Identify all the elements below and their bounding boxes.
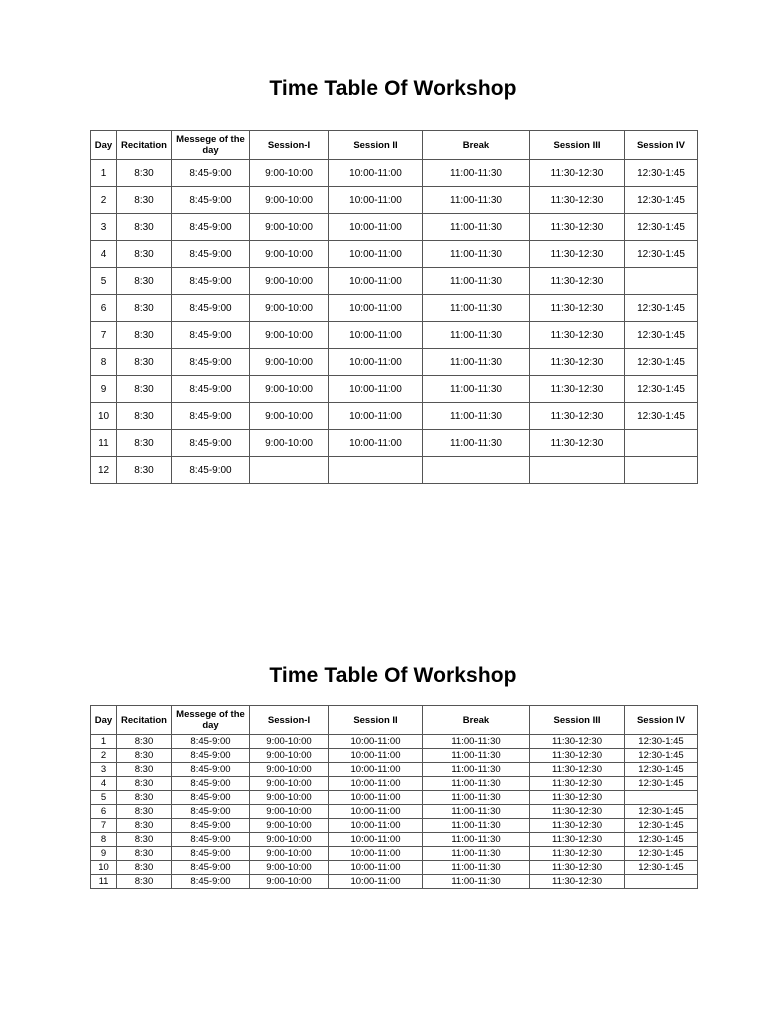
col-header-session-1: Session-I — [250, 131, 329, 160]
table-row — [91, 819, 698, 833]
cell-recitation: 8:30 — [117, 847, 172, 861]
cell-day: 10 — [91, 403, 117, 430]
cell-recitation: 8:30 — [117, 349, 172, 376]
cell-session-2 — [329, 457, 423, 484]
cell-session-1: 9:00-10:00 — [250, 777, 329, 791]
cell-session-2: 10:00-11:00 — [329, 349, 423, 376]
cell-message: 8:45-9:00 — [172, 268, 250, 295]
cell-session-3: 11:30-12:30 — [530, 268, 625, 295]
cell-day: 10 — [91, 861, 117, 875]
cell-break: 11:00-11:30 — [423, 861, 530, 875]
cell-recitation: 8:30 — [117, 875, 172, 889]
cell-recitation: 8:30 — [117, 791, 172, 805]
cell-break: 11:00-11:30 — [423, 376, 530, 403]
cell-recitation: 8:30 — [117, 735, 172, 749]
cell-session-4: 12:30-1:45 — [625, 376, 698, 403]
cell-session-1: 9:00-10:00 — [250, 160, 329, 187]
cell-session-2: 10:00-11:00 — [329, 187, 423, 214]
table-row — [91, 875, 698, 889]
table-row — [91, 376, 698, 403]
cell-session-3: 11:30-12:30 — [530, 214, 625, 241]
cell-break: 11:00-11:30 — [423, 875, 530, 889]
cell-message: 8:45-9:00 — [172, 187, 250, 214]
cell-recitation: 8:30 — [117, 749, 172, 763]
cell-session-3: 11:30-12:30 — [530, 349, 625, 376]
cell-break: 11:00-11:30 — [423, 268, 530, 295]
cell-session-4: 12:30-1:45 — [625, 777, 698, 791]
cell-message: 8:45-9:00 — [172, 763, 250, 777]
cell-recitation: 8:30 — [117, 457, 172, 484]
cell-recitation: 8:30 — [117, 861, 172, 875]
cell-session-4 — [625, 791, 698, 805]
table-row — [91, 241, 698, 268]
timetable-compact — [90, 705, 698, 889]
cell-session-1: 9:00-10:00 — [250, 833, 329, 847]
timetable-title-1: Time Table Of Workshop — [269, 77, 517, 100]
cell-break: 11:00-11:30 — [423, 805, 530, 819]
cell-message: 8:45-9:00 — [172, 805, 250, 819]
cell-session-4: 12:30-1:45 — [625, 403, 698, 430]
cell-message: 8:45-9:00 — [172, 160, 250, 187]
cell-session-2: 10:00-11:00 — [329, 160, 423, 187]
cell-session-3: 11:30-12:30 — [530, 295, 625, 322]
cell-recitation: 8:30 — [117, 295, 172, 322]
col-header-session-2: Session II — [329, 131, 423, 160]
col-header-session-2: Session II — [329, 706, 423, 735]
cell-day: 8 — [91, 349, 117, 376]
cell-session-1: 9:00-10:00 — [250, 322, 329, 349]
cell-recitation: 8:30 — [117, 214, 172, 241]
header-row — [91, 706, 698, 735]
cell-day: 6 — [91, 805, 117, 819]
cell-message: 8:45-9:00 — [172, 214, 250, 241]
cell-session-2: 10:00-11:00 — [329, 791, 423, 805]
cell-session-3: 11:30-12:30 — [530, 430, 625, 457]
cell-session-4 — [625, 875, 698, 889]
cell-session-2: 10:00-11:00 — [329, 295, 423, 322]
cell-message: 8:45-9:00 — [172, 833, 250, 847]
cell-session-2: 10:00-11:00 — [329, 875, 423, 889]
cell-session-2: 10:00-11:00 — [329, 805, 423, 819]
cell-session-3: 11:30-12:30 — [530, 847, 625, 861]
cell-message: 8:45-9:00 — [172, 349, 250, 376]
cell-day: 9 — [91, 376, 117, 403]
cell-message: 8:45-9:00 — [172, 875, 250, 889]
cell-recitation: 8:30 — [117, 403, 172, 430]
cell-message: 8:45-9:00 — [172, 819, 250, 833]
cell-recitation: 8:30 — [117, 376, 172, 403]
cell-session-1: 9:00-10:00 — [250, 875, 329, 889]
cell-recitation: 8:30 — [117, 805, 172, 819]
table-row — [91, 349, 698, 376]
cell-session-4: 12:30-1:45 — [625, 763, 698, 777]
col-header-session-3: Session III — [530, 706, 625, 735]
cell-message: 8:45-9:00 — [172, 295, 250, 322]
cell-session-4: 12:30-1:45 — [625, 214, 698, 241]
cell-session-1: 9:00-10:00 — [250, 791, 329, 805]
cell-day: 4 — [91, 241, 117, 268]
cell-session-4: 12:30-1:45 — [625, 735, 698, 749]
cell-day: 5 — [91, 268, 117, 295]
cell-break: 11:00-11:30 — [423, 791, 530, 805]
cell-day: 7 — [91, 819, 117, 833]
cell-session-2: 10:00-11:00 — [329, 847, 423, 861]
cell-message: 8:45-9:00 — [172, 430, 250, 457]
cell-session-3: 11:30-12:30 — [530, 322, 625, 349]
cell-session-1: 9:00-10:00 — [250, 749, 329, 763]
cell-day: 4 — [91, 777, 117, 791]
table-row — [91, 791, 698, 805]
table-row — [91, 847, 698, 861]
cell-break: 11:00-11:30 — [423, 847, 530, 861]
cell-session-1: 9:00-10:00 — [250, 403, 329, 430]
table-row — [91, 295, 698, 322]
cell-session-4 — [625, 457, 698, 484]
cell-recitation: 8:30 — [117, 268, 172, 295]
cell-session-4: 12:30-1:45 — [625, 861, 698, 875]
cell-message: 8:45-9:00 — [172, 749, 250, 763]
cell-session-2: 10:00-11:00 — [329, 819, 423, 833]
cell-break: 11:00-11:30 — [423, 819, 530, 833]
cell-session-2: 10:00-11:00 — [329, 735, 423, 749]
table-row — [91, 861, 698, 875]
cell-session-3: 11:30-12:30 — [530, 403, 625, 430]
table-row — [91, 777, 698, 791]
cell-break: 11:00-11:30 — [423, 430, 530, 457]
cell-message: 8:45-9:00 — [172, 403, 250, 430]
cell-session-4: 12:30-1:45 — [625, 160, 698, 187]
cell-session-1: 9:00-10:00 — [250, 735, 329, 749]
cell-session-3: 11:30-12:30 — [530, 791, 625, 805]
cell-session-1 — [250, 457, 329, 484]
col-header-break: Break — [423, 131, 530, 160]
cell-day: 11 — [91, 430, 117, 457]
table-row — [91, 430, 698, 457]
cell-day: 1 — [91, 735, 117, 749]
cell-recitation: 8:30 — [117, 160, 172, 187]
col-header-day: Day — [91, 706, 117, 735]
header-row — [91, 131, 698, 160]
cell-day: 9 — [91, 847, 117, 861]
cell-session-4: 12:30-1:45 — [625, 241, 698, 268]
cell-day: 8 — [91, 833, 117, 847]
cell-session-4: 12:30-1:45 — [625, 805, 698, 819]
cell-break: 11:00-11:30 — [423, 749, 530, 763]
cell-message: 8:45-9:00 — [172, 735, 250, 749]
cell-day: 2 — [91, 187, 117, 214]
cell-session-1: 9:00-10:00 — [250, 847, 329, 861]
cell-session-2: 10:00-11:00 — [329, 430, 423, 457]
cell-recitation: 8:30 — [117, 763, 172, 777]
cell-recitation: 8:30 — [117, 241, 172, 268]
table-row — [91, 322, 698, 349]
cell-session-3: 11:30-12:30 — [530, 805, 625, 819]
cell-recitation: 8:30 — [117, 322, 172, 349]
cell-session-4: 12:30-1:45 — [625, 749, 698, 763]
cell-session-4: 12:30-1:45 — [625, 187, 698, 214]
table-row — [91, 833, 698, 847]
cell-day: 5 — [91, 791, 117, 805]
table-row — [91, 187, 698, 214]
cell-session-1: 9:00-10:00 — [250, 763, 329, 777]
cell-break: 11:00-11:30 — [423, 160, 530, 187]
col-header-recitation: Recitation — [117, 706, 172, 735]
timetable-compact-body — [91, 735, 698, 889]
table-row — [91, 735, 698, 749]
col-header-session-1: Session-I — [250, 706, 329, 735]
col-header-day: Day — [91, 131, 117, 160]
cell-session-1: 9:00-10:00 — [250, 187, 329, 214]
col-header-break: Break — [423, 706, 530, 735]
cell-session-3: 11:30-12:30 — [530, 819, 625, 833]
cell-day: 1 — [91, 160, 117, 187]
cell-session-1: 9:00-10:00 — [250, 295, 329, 322]
table-row — [91, 457, 698, 484]
cell-session-2: 10:00-11:00 — [329, 268, 423, 295]
cell-day: 6 — [91, 295, 117, 322]
cell-break: 11:00-11:30 — [423, 241, 530, 268]
cell-session-2: 10:00-11:00 — [329, 861, 423, 875]
cell-day: 7 — [91, 322, 117, 349]
col-header-session-4: Session IV — [625, 706, 698, 735]
cell-recitation: 8:30 — [117, 777, 172, 791]
col-header-recitation: Recitation — [117, 131, 172, 160]
cell-message: 8:45-9:00 — [172, 791, 250, 805]
cell-session-3: 11:30-12:30 — [530, 735, 625, 749]
cell-session-3: 11:30-12:30 — [530, 861, 625, 875]
cell-message: 8:45-9:00 — [172, 777, 250, 791]
cell-session-4: 12:30-1:45 — [625, 847, 698, 861]
cell-session-4: 12:30-1:45 — [625, 349, 698, 376]
cell-session-2: 10:00-11:00 — [329, 214, 423, 241]
cell-session-1: 9:00-10:00 — [250, 376, 329, 403]
cell-session-1: 9:00-10:00 — [250, 430, 329, 457]
timetable-full-body — [91, 160, 698, 484]
cell-session-2: 10:00-11:00 — [329, 763, 423, 777]
cell-break: 11:00-11:30 — [423, 763, 530, 777]
table-row — [91, 403, 698, 430]
cell-session-3: 11:30-12:30 — [530, 833, 625, 847]
cell-break — [423, 457, 530, 484]
col-header-message: Messege of the day — [172, 706, 250, 735]
cell-recitation: 8:30 — [117, 833, 172, 847]
table-row — [91, 268, 698, 295]
cell-break: 11:00-11:30 — [423, 735, 530, 749]
cell-session-1: 9:00-10:00 — [250, 268, 329, 295]
cell-session-1: 9:00-10:00 — [250, 805, 329, 819]
table-row — [91, 805, 698, 819]
cell-break: 11:00-11:30 — [423, 295, 530, 322]
cell-day: 2 — [91, 749, 117, 763]
cell-message: 8:45-9:00 — [172, 376, 250, 403]
cell-session-3: 11:30-12:30 — [530, 749, 625, 763]
cell-session-4 — [625, 430, 698, 457]
cell-day: 12 — [91, 457, 117, 484]
cell-message: 8:45-9:00 — [172, 847, 250, 861]
cell-session-1: 9:00-10:00 — [250, 241, 329, 268]
cell-session-2: 10:00-11:00 — [329, 322, 423, 349]
cell-break: 11:00-11:30 — [423, 777, 530, 791]
cell-session-2: 10:00-11:00 — [329, 241, 423, 268]
cell-session-2: 10:00-11:00 — [329, 777, 423, 791]
cell-session-1: 9:00-10:00 — [250, 819, 329, 833]
col-header-message: Messege of the day — [172, 131, 250, 160]
cell-session-3: 11:30-12:30 — [530, 763, 625, 777]
cell-break: 11:00-11:30 — [423, 403, 530, 430]
cell-session-3 — [530, 457, 625, 484]
cell-session-2: 10:00-11:00 — [329, 376, 423, 403]
cell-break: 11:00-11:30 — [423, 349, 530, 376]
cell-session-4 — [625, 268, 698, 295]
cell-session-3: 11:30-12:30 — [530, 187, 625, 214]
table-row — [91, 214, 698, 241]
table-row — [91, 763, 698, 777]
cell-session-3: 11:30-12:30 — [530, 777, 625, 791]
cell-day: 3 — [91, 214, 117, 241]
cell-session-4: 12:30-1:45 — [625, 295, 698, 322]
cell-break: 11:00-11:30 — [423, 322, 530, 349]
timetable-title-2: Time Table Of Workshop — [269, 664, 517, 687]
cell-session-3: 11:30-12:30 — [530, 875, 625, 889]
cell-recitation: 8:30 — [117, 430, 172, 457]
cell-session-1: 9:00-10:00 — [250, 214, 329, 241]
cell-session-3: 11:30-12:30 — [530, 241, 625, 268]
cell-break: 11:00-11:30 — [423, 187, 530, 214]
cell-recitation: 8:30 — [117, 187, 172, 214]
cell-break: 11:00-11:30 — [423, 214, 530, 241]
cell-session-2: 10:00-11:00 — [329, 403, 423, 430]
col-header-session-3: Session III — [530, 131, 625, 160]
cell-recitation: 8:30 — [117, 819, 172, 833]
cell-session-1: 9:00-10:00 — [250, 861, 329, 875]
cell-day: 11 — [91, 875, 117, 889]
cell-session-1: 9:00-10:00 — [250, 349, 329, 376]
cell-session-4: 12:30-1:45 — [625, 322, 698, 349]
cell-message: 8:45-9:00 — [172, 861, 250, 875]
table-row — [91, 749, 698, 763]
cell-session-3: 11:30-12:30 — [530, 160, 625, 187]
cell-break: 11:00-11:30 — [423, 833, 530, 847]
cell-message: 8:45-9:00 — [172, 457, 250, 484]
cell-session-4: 12:30-1:45 — [625, 833, 698, 847]
table-row — [91, 160, 698, 187]
cell-session-4: 12:30-1:45 — [625, 819, 698, 833]
cell-session-3: 11:30-12:30 — [530, 376, 625, 403]
timetable-full — [90, 130, 698, 484]
cell-message: 8:45-9:00 — [172, 322, 250, 349]
cell-message: 8:45-9:00 — [172, 241, 250, 268]
cell-session-2: 10:00-11:00 — [329, 749, 423, 763]
cell-day: 3 — [91, 763, 117, 777]
cell-session-2: 10:00-11:00 — [329, 833, 423, 847]
col-header-session-4: Session IV — [625, 131, 698, 160]
